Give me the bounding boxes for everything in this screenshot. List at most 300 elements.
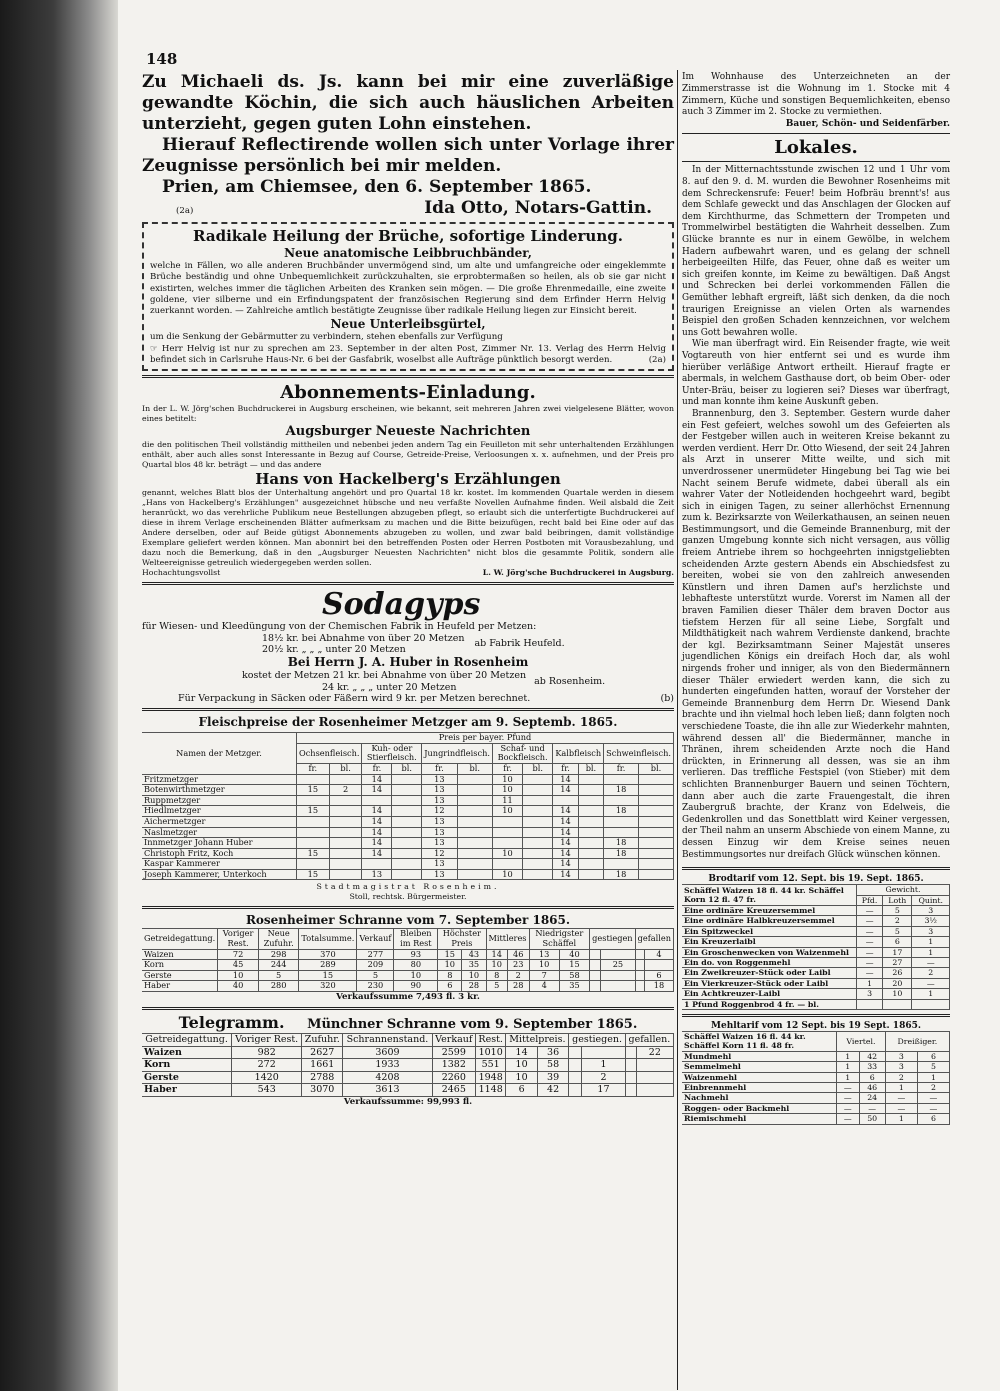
table-cell: 13 — [422, 795, 457, 806]
table-cell — [297, 774, 330, 785]
table-cell: 10 — [394, 970, 438, 981]
table-cell: 1 — [582, 1059, 626, 1072]
mehl-body — [682, 1051, 950, 1124]
table-cell: 1148 — [476, 1084, 506, 1097]
schranne1-block — [142, 913, 674, 1003]
table-cell — [457, 806, 492, 817]
table-cell: 277 — [357, 949, 394, 960]
table-cell: — — [837, 1114, 860, 1124]
table-cell: 2 — [883, 916, 912, 926]
table-cell: 298 — [258, 949, 298, 960]
table-cell: 6 — [438, 981, 462, 992]
table-row — [682, 1062, 950, 1072]
table-row — [142, 949, 674, 960]
sodagyps-l4: Bei Herrn J. A. Huber in Rosenheim — [287, 655, 529, 670]
brod-gewicht: Gewicht. — [857, 885, 950, 895]
divider — [142, 1007, 674, 1010]
divider — [142, 582, 674, 585]
schranne2-name: Korn — [142, 1059, 232, 1072]
table-cell: 14 — [362, 838, 392, 849]
table-cell: — — [885, 1103, 917, 1113]
table-cell: 370 — [299, 949, 357, 960]
mehl-table — [682, 1031, 950, 1125]
table-cell — [625, 1071, 636, 1084]
abo-paper2: Hans von Hackelberg's Erzählungen — [255, 470, 561, 489]
table-cell — [644, 960, 673, 971]
schranne1-head: Höchster Preis — [438, 929, 486, 949]
schranne2-name: Haber — [142, 1084, 232, 1097]
table-cell — [457, 785, 492, 796]
table-row — [682, 916, 950, 926]
table-cell: 15 — [297, 869, 330, 880]
wohnung-sig: Bauer, Schön- und Seidenfärber. — [785, 119, 950, 130]
table-cell: 36 — [537, 1046, 569, 1059]
table-row — [142, 816, 674, 827]
table-cell: 289 — [299, 960, 357, 971]
mehl-name: Semmelmehl — [682, 1062, 837, 1072]
table-cell — [329, 827, 362, 838]
table-cell: 35 — [462, 960, 486, 971]
unit-fr: fr. — [604, 763, 639, 774]
table-cell: 15 — [438, 949, 462, 960]
table-cell — [392, 848, 422, 859]
schranne2-name: Gerste — [142, 1071, 232, 1084]
schranne1-name: Waizen — [142, 949, 218, 960]
lokales-title: Lokales. — [774, 137, 858, 159]
fleisch-namen-head: Namen der Metzger. — [142, 733, 297, 774]
table-row — [142, 795, 674, 806]
schranne1-head: gestiegen — [590, 929, 635, 949]
table-cell: 14 — [362, 806, 392, 817]
table-cell: 1 — [885, 1083, 917, 1093]
table-cell — [625, 1084, 636, 1097]
table-cell: — — [857, 947, 883, 957]
heilung-ad — [142, 222, 674, 371]
table-cell: 35 — [559, 981, 589, 992]
table-cell: 13 — [362, 869, 392, 880]
unit-fr: fr. — [422, 763, 457, 774]
table-cell: 14 — [362, 848, 392, 859]
table-cell — [523, 774, 553, 785]
table-cell: 244 — [258, 960, 298, 971]
table-cell — [639, 838, 674, 849]
table-row — [682, 1114, 950, 1124]
table-cell — [601, 981, 635, 992]
lokales-text2: Wie man überfragt wird. Ein Reisender fragte, wie weit Vogtareuth von hier entfernt sei und es wurde ihm hierüber verläßige Antwort ertheilt. Hierauf fragte er abermals, in welchem Gasthause dort, ob beim Ober- oder Unter-Bräu, beiser zu logieren sei? Dieses war überfragt, und man konnte ihm keine Auskunft geben. — [682, 339, 950, 408]
table-cell — [523, 816, 553, 827]
table-cell — [457, 774, 492, 785]
table-cell: — — [857, 916, 883, 926]
table-cell: 1933 — [343, 1059, 432, 1072]
table-cell: — — [857, 968, 883, 978]
table-row — [142, 1059, 674, 1072]
table-cell: 14 — [506, 1046, 538, 1059]
table-cell: 6 — [506, 1084, 538, 1097]
fleisch-name: Fritzmetzger — [142, 774, 297, 785]
brod-prices: Schäffel Waizen 18 fl. 44 kr. Schäffel Korn 12 fl. 47 fr. — [682, 885, 857, 906]
table-row — [142, 827, 674, 838]
schranne1-name: Korn — [142, 960, 218, 971]
table-cell: 15 — [299, 970, 357, 981]
fleisch-footer2: Stoll, rechtsk. Bürgermeister. — [349, 892, 467, 902]
table-cell: 58 — [537, 1059, 569, 1072]
table-cell: 1 — [917, 1072, 949, 1082]
brod-name: Ein Kreuzerlaibl — [682, 937, 857, 947]
table-row — [682, 1103, 950, 1113]
schranne1-title: Rosenheimer Schranne vom 7. September 1865. — [245, 913, 571, 928]
table-cell — [636, 1084, 673, 1097]
table-cell — [857, 999, 883, 1009]
table-cell: 3070 — [302, 1084, 343, 1097]
schranne2-title2: Münchner Schranne vom 9. September 1865. — [307, 1017, 638, 1033]
table-cell: 90 — [394, 981, 438, 992]
table-cell — [492, 838, 522, 849]
table-cell: 10 — [883, 989, 912, 999]
table-cell: 10 — [462, 970, 486, 981]
schranne1-head: Getreidegattung. — [142, 929, 218, 949]
brod-name: Ein do. von Roggenmehl — [682, 957, 857, 967]
table-cell: 25 — [601, 960, 635, 971]
table-cell: 10 — [492, 774, 522, 785]
table-cell — [578, 827, 603, 838]
schranne2-head: Voriger Rest. — [232, 1034, 302, 1047]
table-row — [682, 1051, 950, 1061]
table-cell: 14 — [553, 816, 578, 827]
table-row — [142, 869, 674, 880]
schranne2-head: Mittelpreis. — [506, 1034, 569, 1047]
brod-block — [682, 874, 950, 1010]
table-cell — [569, 1071, 582, 1084]
table-cell — [297, 838, 330, 849]
table-cell — [457, 827, 492, 838]
table-cell — [639, 795, 674, 806]
abo-paper1: Augsburger Neueste Nachrichten — [285, 424, 531, 440]
table-cell: 80 — [394, 960, 438, 971]
schranne1-head: Verkauf — [357, 929, 394, 949]
table-cell — [582, 1046, 626, 1059]
table-cell — [639, 774, 674, 785]
table-cell: 18 — [644, 981, 673, 992]
table-cell: 2 — [912, 968, 950, 978]
table-cell — [329, 848, 362, 859]
table-cell: 14 — [362, 816, 392, 827]
divider — [682, 161, 950, 162]
table-cell: 1010 — [476, 1046, 506, 1059]
table-cell — [625, 1046, 636, 1059]
table-cell — [569, 1084, 582, 1097]
mehl-block — [682, 1021, 950, 1125]
table-row — [682, 926, 950, 936]
mehl-prices: Schäffel Waizen 16 fl. 44 kr. Schäffel Korn 11 fl. 48 fr. — [682, 1031, 837, 1051]
table-cell — [635, 949, 644, 960]
wohnung-ad: Im Wohnhause des Unterzeichneten an der Zimmerstrasse ist die Wohnung im 1. Stocke mit 4 Zimmern, Küche und sonstigen Bequemlichkeiten, ebenso auch 3 Zimmer im 2. Stocke zu vermiethen. — [682, 72, 950, 118]
table-cell — [578, 869, 603, 880]
table-cell — [590, 949, 601, 960]
table-cell: 3½ — [912, 916, 950, 926]
table-cell — [590, 981, 601, 992]
table-cell — [457, 816, 492, 827]
fleisch-preis-head: Preis per bayer. Pfund — [297, 733, 674, 744]
table-cell: 20 — [883, 978, 912, 988]
abo-sig: L. W. Jörg'sche Buchdruckerei in Augsburg. — [482, 568, 674, 578]
table-cell: 6 — [859, 1072, 885, 1082]
table-cell: 5 — [917, 1062, 949, 1072]
fleisch-title: Fleischpreise der Rosenheimer Metzger am 9. Septemb. 1865. — [198, 715, 618, 730]
table-cell: 23 — [508, 960, 530, 971]
lokales-text3: Brannenburg, den 3. September. Gestern wurde daher ein Fest gefeiert, welches sowohl um des Gefeierten als der Festgeber willen auch in weiteren Kreise bekannt zu werden verdient. Herr Dr. Otto Wiesend, der seit 24 Jahren als Arzt in unserer Mitte weilte, und sich mit unverdrossener unermüdeter Hingebung bei Tag wie bei Nacht seinem Berufe widmete, dabei überall als ein wahrer Vater der Notleidenden hochgeehrt ward, begibt sich in einigen Tagen, zu seiner allerhöchst Ernennung zum k. Bezirksarzte von Weilerkathausen, an seinen neuen Bestimmungsort, und die Gemeinde Brannenburg, mit der ganzen Umgebung konnte sich nicht versagen, aus völlig freiem Antriebe ihrem so hochgeehrten innigstgeliebten scheidenden Arzte gestern Abends ein Abschiedsfest zu bereiten, wobei sie von den zahlreich anwesenden Künstlern und ihren Damen auf's herzlichste und lebhafteste unterstützt wurde. Vorerst im Namen all der braven Familien dieser Thäler dem braven Doctor aus tiefstem Herzen für all seine Liebe, Sorgfalt und Mildthätigkeit nach wahrem Verdienste dankend, brachte der kgl. Bezirksamtmann Seiner Majestät unseres jugendlichen Königs ein dreifach Hoch dar, als wohl nirgends froher und inniger, als von den Biedermännern dieser Thäler erwiedert werden kann, die sich zu hunderten eingefunden hatten, worauf der Vorsteher der Gemeinde Brannenburg dem Herrn Dr. Wiesend Dank brachte und ihn vielmal hoch leben ließ; dann folgten noch verschiedene Toaste, die ihn alle zur Wiederkehr mahnten, während dessen all' die Biedermänner, manche in Thränen, ihrem scheidenden Arzte noch die Hand drückten, in Erinnerung all dessen, was sie an ihm verlieren. Das treffliche Festspiel (von Stieber) mit dem schlichten Brannenburger Bauern und seinen Töchtern, dann aber auch die zarte Frauengestalt, die ihren Zaubergruß brachte, der Kranz von Edelweis, die Gedenkrollen und das Sonettblatt wird Keiner vergessen, der Theil nahm an unserm Abschiede von einem Manne, zu dessen Einzug wir dem Kreise seines neuen Bestimmungsortes nur dreifach Glück wünschen können. — [682, 408, 950, 860]
table-cell: 15 — [297, 806, 330, 817]
table-cell: 15 — [559, 960, 589, 971]
table-cell: — — [885, 1093, 917, 1103]
fleisch-col-2: Jungrindfleisch. — [422, 743, 493, 763]
schranne2-head: Rest. — [476, 1034, 506, 1047]
table-cell: 2260 — [432, 1071, 475, 1084]
table-cell: 58 — [559, 970, 589, 981]
michaeli-ad — [142, 72, 674, 219]
table-cell — [639, 827, 674, 838]
table-cell: 1 — [837, 1062, 860, 1072]
unit-fr: fr. — [553, 763, 578, 774]
table-cell: 1382 — [432, 1059, 475, 1072]
sodagyps-l5: kostet der Metzen 21 kr. bei Abnahme von über 20 Metzen — [242, 670, 527, 682]
table-cell: 10 — [492, 848, 522, 859]
fleisch-footer1: Stadtmagistrat Rosenheim. — [316, 882, 500, 892]
table-cell: 6 — [644, 970, 673, 981]
schranne2-head: Zufuhr. — [302, 1034, 343, 1047]
schranne1-head: Totalsumme. — [299, 929, 357, 949]
schranne1-head: Voriger Rest. — [218, 929, 259, 949]
table-row — [682, 1093, 950, 1103]
divider — [682, 867, 950, 870]
brod-name: 1 Pfund Roggenbrod 4 fr. — bl. — [682, 999, 857, 1009]
schranne2-sum: Verkaufssumme: 99,993 fl. — [343, 1096, 473, 1107]
schranne1-table — [142, 928, 674, 992]
table-cell: 2599 — [432, 1046, 475, 1059]
schranne1-head-row — [142, 929, 674, 949]
table-cell: 14 — [553, 806, 578, 817]
michaeli-signature: Ida Otto, Notars-Gattin. — [424, 198, 652, 218]
table-cell: 24 — [859, 1093, 885, 1103]
table-cell: 18 — [604, 785, 639, 796]
schranne1-head: Neue Zufuhr. — [258, 929, 298, 949]
table-row — [682, 989, 950, 999]
brod-name: Ein Spitzweckel — [682, 926, 857, 936]
table-cell — [578, 848, 603, 859]
table-cell: 18 — [604, 806, 639, 817]
table-cell — [604, 859, 639, 870]
heilung-sub1: Neue anatomische Leibbruchbänder, — [284, 246, 532, 260]
table-cell: 46 — [508, 949, 530, 960]
table-cell: 10 — [486, 960, 508, 971]
table-cell — [457, 795, 492, 806]
table-cell — [578, 816, 603, 827]
heilung-mark: (2a) — [648, 355, 666, 366]
table-cell: 2 — [917, 1083, 949, 1093]
table-cell: 2627 — [302, 1046, 343, 1059]
table-cell: 14 — [553, 838, 578, 849]
table-cell — [297, 859, 330, 870]
table-cell: 1 — [837, 1072, 860, 1082]
table-cell — [523, 838, 553, 849]
unit-bl: bl. — [329, 763, 362, 774]
fleisch-col-1: Kuh- oder Stierfleisch. — [362, 743, 422, 763]
brod-body — [682, 905, 950, 1009]
table-row — [142, 785, 674, 796]
table-row — [142, 970, 674, 981]
table-cell: 72 — [218, 949, 259, 960]
mehl-name: Waizenmehl — [682, 1072, 837, 1082]
table-row — [142, 1046, 674, 1059]
table-cell — [639, 785, 674, 796]
table-cell — [578, 806, 603, 817]
table-cell: 12 — [422, 848, 457, 859]
table-cell: 1420 — [232, 1071, 302, 1084]
sodagyps-l1: für Wiesen- und Kleedüngung von der Chemischen Fabrik in Heufeld per Metzen: — [142, 621, 537, 633]
table-cell — [590, 960, 601, 971]
table-cell — [297, 827, 330, 838]
table-cell — [392, 785, 422, 796]
table-cell: 42 — [859, 1051, 885, 1061]
table-row — [682, 1083, 950, 1093]
table-cell: 13 — [422, 838, 457, 849]
table-cell — [578, 838, 603, 849]
table-cell: 7 — [529, 970, 559, 981]
table-cell: 982 — [232, 1046, 302, 1059]
table-cell — [392, 795, 422, 806]
table-row — [682, 968, 950, 978]
table-row — [682, 978, 950, 988]
brod-table — [682, 884, 950, 1010]
mehl-name: Nachmehl — [682, 1093, 837, 1103]
sodagyps-title: Sodagyps — [322, 587, 481, 623]
table-cell — [523, 869, 553, 880]
fleisch-body — [142, 774, 674, 880]
sodagyps-l2: 18½ kr. bei Abnahme von über 20 Metzen — [262, 632, 465, 644]
fleisch-table — [142, 732, 674, 880]
table-cell — [329, 859, 362, 870]
table-cell — [392, 806, 422, 817]
table-cell: 17 — [582, 1084, 626, 1097]
table-cell — [625, 1059, 636, 1072]
sodagyps-l3: 20½ kr. „ „ „ unter 20 Metzen — [262, 643, 406, 655]
abo-p2: genannt, welches Blatt blos der Unterhaltung angehört und pro Quartal 18 kr. kostet. Im kommenden Quartale werden in diesem „Hans von Hackelberg's Erzählungen" ausgezeichnet hübsche und neu verfaßte Novellen Aufnahme finden. Weil alsbald die Zeit heranrückt, wo das verehrliche Publikum neue Bestellungen abzugeben pflegt, so erlaubt sich die unterfertigte Buchdruckerei auf diese in ihrem Verlage erscheinenden Blätter aufmerksam zu machen und die Bitte beizufügen, recht bald bei Eine oder auf das Andere derselben, oder auf Beide gütigst Abonnements abzugeben zu wollen, und zwar bald beibringen, damit vollständige Exemplare geliefert werden können. Man abonnirt bei den betreffenden Posten oder Herren Postboten mit Vorausbezahlung, und dazu noch die Bemerkung, daß in den „Augsburger Neuesten Nachrichten" nicht blos die gesammte Politik, sondern alle Welteereignisse getreulich wiedergegeben werden sollen. — [142, 488, 674, 568]
table-cell — [553, 795, 578, 806]
table-cell: 272 — [232, 1059, 302, 1072]
mehl-title: Mehltarif vom 12 Sept. bis 19 Sept. 1865. — [711, 1020, 921, 1031]
schranne2-head: gestiegen. — [569, 1034, 625, 1047]
pointing-hand-icon: ☞ — [150, 343, 162, 354]
fleisch-name: Christoph Fritz, Koch — [142, 848, 297, 859]
fleisch-name: Ruppmetzger — [142, 795, 297, 806]
table-cell: 1948 — [476, 1071, 506, 1084]
abo-intro: In der L. W. Jörg'schen Buchdruckerei in Augsburg erscheinen, wie bekannt, seit mehreren Jahren zwei vielgelesene Blätter, wovon eines betitelt: — [142, 404, 674, 424]
table-cell — [639, 806, 674, 817]
table-cell — [392, 816, 422, 827]
abo-p1: die den politischen Theil vollständig mittheilen und nebenbei jeden andern Tag ein Feuilleton mit sehr unterhaltenden Erzählungen enthält, aber auch alles sonst Interessante in Bezug auf Course, Getreide-Preise, Verloosungen x. x. aufnehmen, und der Preis pro Quartal blos 48 kr. beträgt — und das andere — [142, 440, 674, 470]
table-cell — [639, 848, 674, 859]
table-cell: 14 — [486, 949, 508, 960]
table-cell: — — [912, 957, 950, 967]
table-cell: 3 — [885, 1051, 917, 1061]
unit-fr: fr. — [492, 763, 522, 774]
table-cell: 1 — [912, 989, 950, 999]
schranne1-name: Haber — [142, 981, 218, 992]
table-row — [682, 947, 950, 957]
unit-bl: bl. — [639, 763, 674, 774]
table-cell: 13 — [422, 859, 457, 870]
table-row — [682, 1072, 950, 1082]
table-cell: 15 — [297, 785, 330, 796]
table-cell — [578, 795, 603, 806]
table-cell — [329, 869, 362, 880]
table-cell — [569, 1059, 582, 1072]
brod-name: Eine ordinäre Halbkreuzersemmel — [682, 916, 857, 926]
table-cell — [590, 970, 601, 981]
table-cell: — — [857, 926, 883, 936]
sodagyps-l6: 24 kr. „ „ „ unter 20 Metzen — [322, 681, 457, 693]
table-cell — [604, 816, 639, 827]
fleisch-table-block — [142, 715, 674, 902]
table-cell: 3 — [912, 905, 950, 915]
schranne1-head: gefallen — [635, 929, 673, 949]
table-cell: 14 — [553, 859, 578, 870]
brod-name: Ein Groschenwecken von Waizenmehl — [682, 947, 857, 957]
table-cell — [457, 869, 492, 880]
table-cell: — — [837, 1083, 860, 1093]
table-cell: 280 — [258, 981, 298, 992]
table-cell — [457, 848, 492, 859]
abo-title: Abonnements-Einladung. — [280, 382, 536, 404]
table-cell — [392, 859, 422, 870]
table-cell: 1 — [885, 1114, 917, 1124]
table-cell: 1 — [857, 978, 883, 988]
table-cell: 10 — [506, 1059, 538, 1072]
divider — [682, 133, 950, 134]
table-cell — [635, 960, 644, 971]
fleisch-name: Kaspar Kammerer — [142, 859, 297, 870]
table-cell: 14 — [362, 774, 392, 785]
table-cell: 1 — [837, 1051, 860, 1061]
table-cell — [578, 774, 603, 785]
fleisch-col-3: Schaf- und Bockfleisch. — [492, 743, 552, 763]
table-cell: 3609 — [343, 1046, 432, 1059]
table-cell: 320 — [299, 981, 357, 992]
heilung-body2: um die Senkung der Gebärmutter zu verbindern, stehen ebenfalls zur Verfügung — [150, 332, 503, 343]
table-cell: 22 — [636, 1046, 673, 1059]
table-cell — [297, 795, 330, 806]
table-cell: 6 — [883, 937, 912, 947]
table-row — [142, 1084, 674, 1097]
table-cell: 4 — [644, 949, 673, 960]
heilung-body3-text: Herr Helvig ist nur zu sprechen am 23. September in der alten Post, Zimmer Nr. 13. Verlag des Herrn Helvig befindet sich in Carlsruhe Haus-Nr. 6 bei der Gasfabrik, woselbst alle Aufträge pünktlich besorgt werden. — [150, 343, 666, 366]
schranne1-body — [142, 949, 674, 991]
mehl-c2: Dreißiger. — [885, 1031, 949, 1051]
fleisch-name: Innmetzger Johann Huber — [142, 838, 297, 849]
heilung-body3 — [150, 344, 666, 367]
mehl-name: Einbrennmehl — [682, 1083, 837, 1093]
table-cell: 3 — [912, 926, 950, 936]
table-row — [142, 1071, 674, 1084]
table-cell — [883, 999, 912, 1009]
table-cell: 13 — [422, 816, 457, 827]
table-cell — [569, 1046, 582, 1059]
table-cell: 543 — [232, 1084, 302, 1097]
schranne2-title1: Telegramm. — [178, 1013, 285, 1033]
schranne2-body — [142, 1046, 674, 1096]
schranne2-block — [142, 1014, 674, 1108]
michaeli-mark: (2a) — [176, 206, 194, 216]
table-cell: 6 — [917, 1051, 949, 1061]
